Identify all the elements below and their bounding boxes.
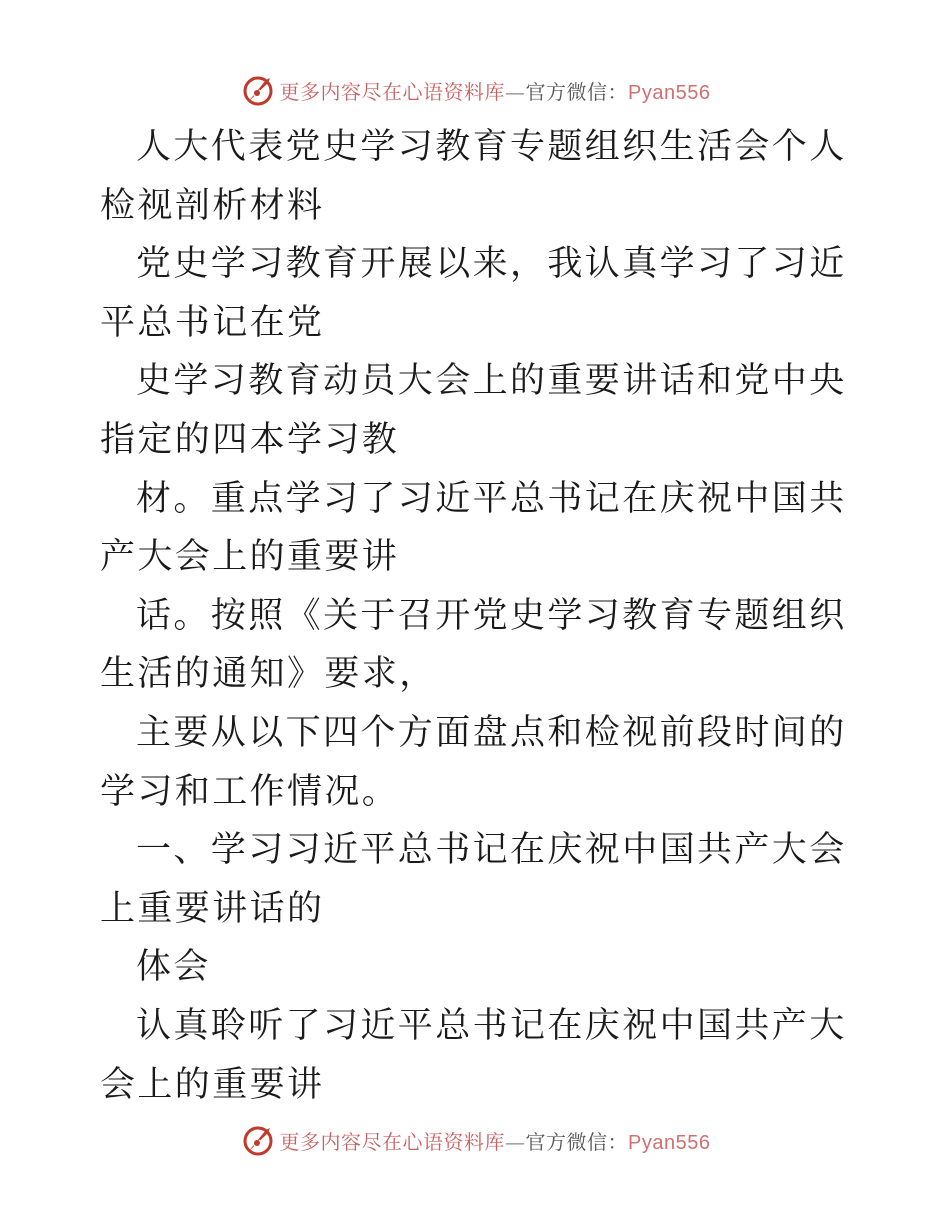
banner-wechat-label: 官方微信： — [525, 79, 629, 104]
section-heading: 一、学习习近平总书记在庆祝中国共产大会上重要讲话的 — [100, 830, 847, 929]
paragraph: 认真聆听了习近平总书记在庆祝中国共产大会上的重要讲 — [100, 1005, 847, 1105]
banner-text — [280, 1126, 711, 1155]
document-body — [100, 118, 852, 1114]
paragraph: 党史学习教育开展以来，我认真学习了习近平总书记在党 — [100, 244, 847, 343]
quill-pen-logo-icon — [240, 1122, 276, 1158]
quill-pen-logo-icon — [240, 72, 276, 108]
banner-wechat-id: Pyan556 — [628, 1131, 711, 1154]
paragraph: 话。按照《关于召开党史学习教育专题组织生活的通知》要求， — [100, 595, 847, 695]
banner-prefix: 更多内容尽在心语资料库 — [279, 1129, 506, 1154]
banner-text — [280, 76, 711, 105]
footer-watermark-banner — [0, 1120, 950, 1160]
banner-wechat-id: Pyan556 — [628, 81, 711, 104]
section-heading-continued: 体会 — [136, 947, 211, 988]
paragraph: 史学习教育动员大会上的重要讲话和党中央指定的四本学习教 — [100, 361, 847, 460]
banner-prefix: 更多内容尽在心语资料库 — [279, 79, 506, 104]
banner-dash: — — [505, 79, 526, 104]
paragraph: 主要从以下四个方面盘点和检视前段时间的学习和工作情况。 — [100, 712, 847, 812]
paragraph: 材。重点学习了习近平总书记在庆祝中国共产大会上的重要讲 — [100, 478, 847, 578]
header-watermark-banner — [0, 70, 950, 110]
banner-dash: — — [505, 1129, 526, 1154]
document-title: 人大代表党史学习教育专题组织生活会个人检视剖析材料 — [100, 127, 847, 226]
banner-wechat-label: 官方微信： — [525, 1129, 629, 1154]
